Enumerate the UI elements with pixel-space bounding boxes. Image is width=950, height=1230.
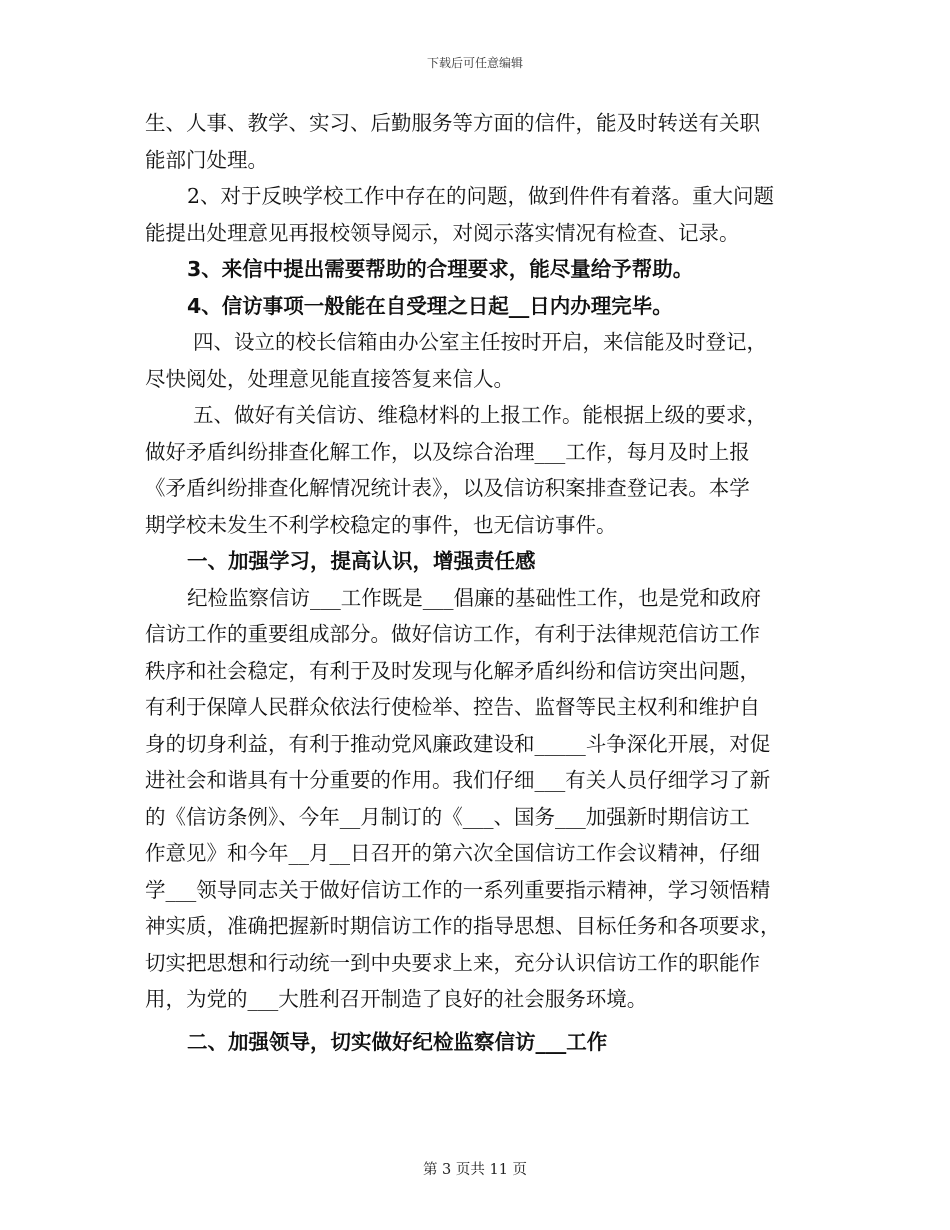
paragraph-line: 秩序和社会稳定，有利于及时发现与化解矛盾纠纷和信访突出问题， xyxy=(145,658,760,683)
paragraph-line: 切实把思想和行动统一到中央要求上来，充分认识信访工作的职能作 xyxy=(145,950,760,975)
paragraph-line: 的《信访条例》、今年__月制订的《___、国务___加强新时期信访工 xyxy=(145,804,750,829)
paragraph-line: 进社会和谐具有十分重要的作用。我们仔细___有关人员仔细学习了新 xyxy=(145,768,771,792)
paragraph-line: 期学校未发生不利学校稳定的事件，也无信访事件。 xyxy=(145,512,617,537)
paragraph-line: 四、设立的校长信箱由办公室主任按时开启，来信能及时登记， xyxy=(193,330,767,354)
paragraph-line: 用，为党的___大胜利召开制造了良好的社会服务环境。 xyxy=(145,987,648,1011)
paragraph-line: 2、对于反映学校工作中存在的问题，做到件件有着落。重大问题 xyxy=(187,184,775,208)
paragraph-line: 能提出处理意见再报校领导阅示，对阅示落实情况有检查、记录。 xyxy=(145,220,740,245)
bold-paragraph-line: 3、来信中提出需要帮助的合理要求，能尽量给予帮助。 xyxy=(187,257,694,281)
paragraph-line: 有利于保障人民群众依法行使检举、控告、监督等民主权利和维护自 xyxy=(145,695,760,719)
paragraph-line: 作意见》和今年__月__日召开的第六次全国信访工作会议精神，仔细 xyxy=(145,841,760,865)
section-heading: 二、加强领导，切实做好纪检监察信访___工作 xyxy=(187,1029,608,1054)
section-heading: 一、加强学习，提高认识，增强责任感 xyxy=(187,549,536,573)
paragraph-line: 神实质，准确把握新时期信访工作的指导思想、目标任务和各项要求， xyxy=(145,914,781,938)
document-body xyxy=(145,105,815,1060)
paragraph-line: 《矛盾纠纷排查化解情况统计表》，以及信访积案排查登记表。本学 xyxy=(145,476,750,500)
paragraph-line: 五、做好有关信访、维稳材料的上报工作。能根据上级的要求， xyxy=(193,403,767,427)
paragraph-line: 做好矛盾纠纷排查化解工作，以及综合治理___工作，每月及时上报 xyxy=(145,439,750,464)
bold-paragraph-line: 4、信访事项一般能在自受理之日起__日内办理完毕。 xyxy=(187,293,673,318)
paragraph-line: 尽快阅处，处理意见能直接答复来信人。 xyxy=(145,366,514,391)
paragraph-line: 信访工作的重要组成部分。做好信访工作，有利于法律规范信访工作 xyxy=(145,622,760,646)
paragraph-line: 纪检监察信访___工作既是___倡廉的基础性工作，也是党和政府 xyxy=(187,585,761,610)
page-header: 下载后可任意编辑 xyxy=(426,56,523,70)
paragraph-line: 学___领导同志关于做好信访工作的一系列重要指示精神，学习领悟精 xyxy=(145,877,771,902)
paragraph-line: 能部门处理。 xyxy=(145,147,268,172)
page-footer: 第 3 页共 11 页 xyxy=(422,1162,528,1178)
paragraph-line: 身的切身利益，有利于推动党风廉政建设和_____斗争深化开展，对促 xyxy=(145,731,771,756)
paragraph-line: 生、人事、教学、实习、后勤服务等方面的信件，能及时转送有关职 xyxy=(145,111,760,135)
